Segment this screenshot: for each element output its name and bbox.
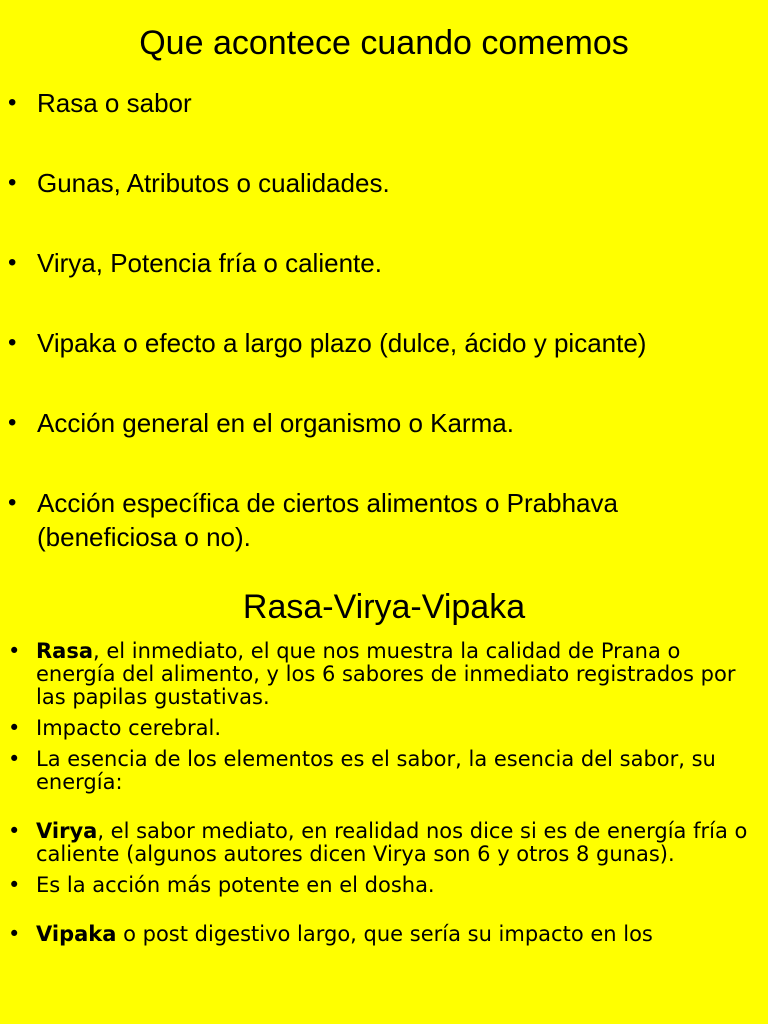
bullet-icon: • (8, 819, 21, 843)
list-item-text: Virya, Potencia fría o caliente. (37, 248, 382, 278)
detail-item (0, 874, 765, 897)
bullet-icon: • (8, 873, 21, 897)
list-item (0, 486, 760, 554)
detail-text: Es la acción más potente en el dosha. (36, 873, 435, 897)
list-item-text: Vipaka o efecto a largo plazo (dulce, ácido y picante) (37, 328, 647, 358)
detail-text: , el inmediato, el que nos muestra la calidad de Prana o energía del alimento, y los 6 sabores de inmediato registrados por las papilas gustativas. (36, 639, 736, 709)
list-item (0, 406, 760, 440)
detail-item (0, 923, 765, 946)
list-item-text: Acción específica de ciertos alimentos o Prabhava (beneficiosa o no). (37, 488, 618, 552)
bullet-icon: • (8, 249, 17, 276)
bullet-icon: • (8, 489, 17, 516)
detail-bullet-list (0, 640, 765, 954)
detail-item (0, 748, 765, 794)
page-title: Que acontece cuando comemos (139, 24, 629, 62)
list-item (0, 326, 760, 360)
list-item-text: Rasa o sabor (37, 88, 192, 118)
list-item (0, 246, 760, 280)
bullet-icon: • (8, 747, 21, 771)
list-item (0, 166, 760, 200)
bullet-icon: • (8, 169, 17, 196)
detail-item (0, 820, 765, 866)
bullet-icon: • (8, 922, 21, 946)
detail-item (0, 640, 765, 709)
bullet-icon: • (8, 89, 17, 116)
detail-item (0, 717, 765, 740)
bullet-icon: • (8, 639, 21, 663)
list-item-text: Gunas, Atributos o cualidades. (37, 168, 390, 198)
bullet-icon: • (8, 716, 21, 740)
section-title: Rasa-Virya-Vipaka (242, 588, 526, 626)
detail-text: Impacto cerebral. (36, 716, 222, 740)
list-item (0, 86, 760, 120)
term-label: Virya (36, 819, 98, 843)
detail-text: o post digestivo largo, que sería su impacto en los (116, 922, 653, 946)
detail-text: La esencia de los elementos es el sabor, la esencia del sabor, su energía: (36, 747, 716, 794)
main-bullet-list (0, 86, 760, 600)
list-item-text: Acción general en el organismo o Karma. (37, 408, 514, 438)
term-label: Vipaka (36, 922, 117, 946)
term-label: Rasa (36, 639, 94, 663)
bullet-icon: • (8, 409, 17, 436)
detail-text: , el sabor mediato, en realidad nos dice si es de energía fría o caliente (algunos autores dicen Virya son 6 y otros 8 gunas). (36, 819, 748, 866)
bullet-icon: • (8, 329, 17, 356)
